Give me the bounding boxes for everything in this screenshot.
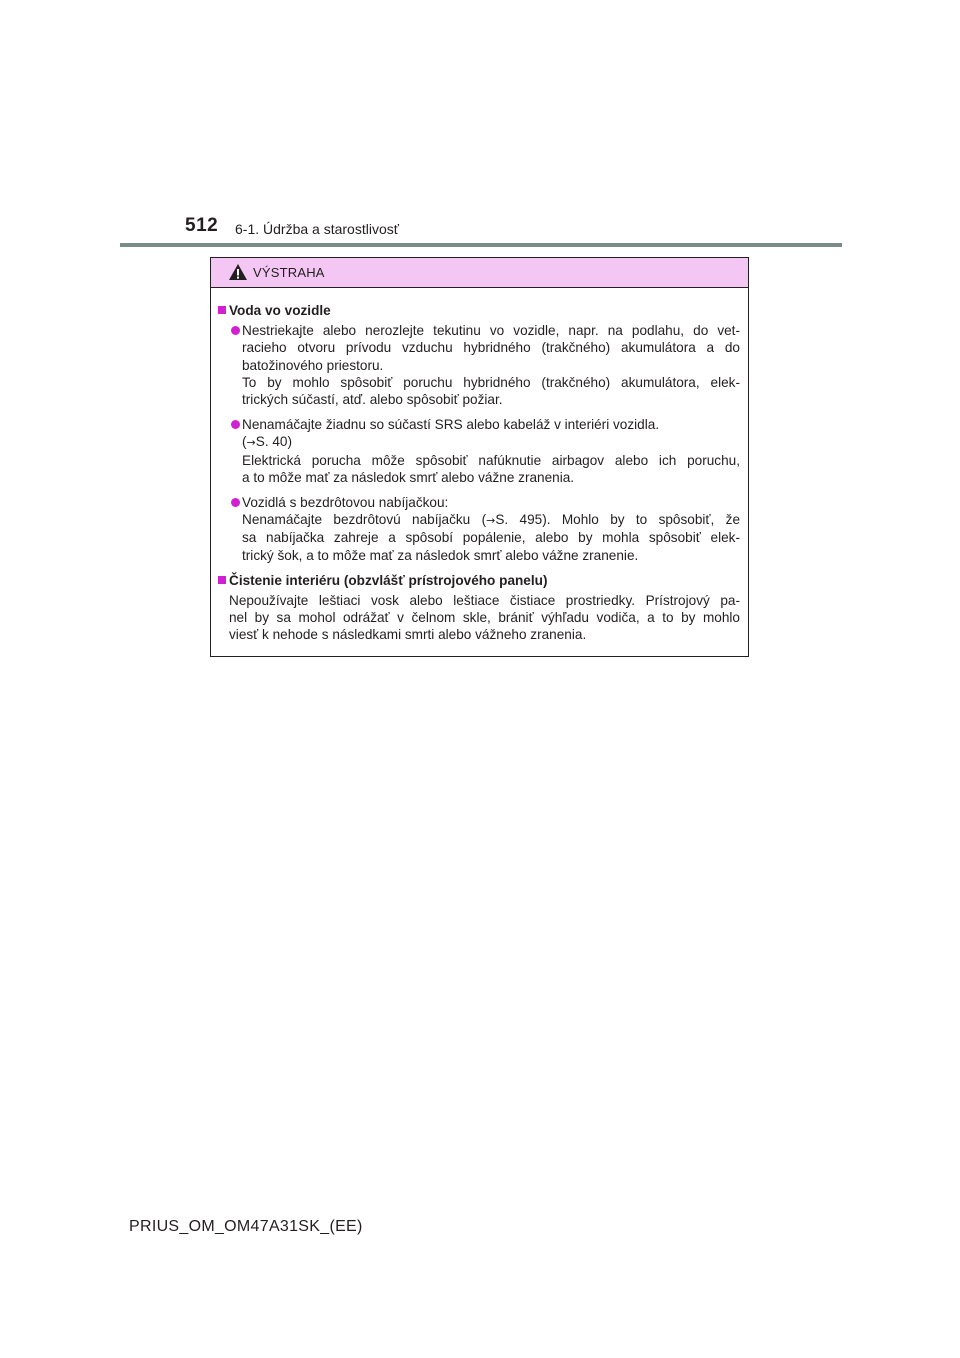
square-bullet-icon: [218, 576, 226, 584]
text-line: Vozidlá s bezdrôtovou nabíjačkou:: [242, 495, 449, 511]
text-line: nel by sa mohol odrážať v čelnom skle, brániť výhľadu vodiča, a to by mohlo: [229, 610, 740, 626]
round-bullet-icon: [231, 420, 240, 429]
round-bullet-icon: [231, 498, 240, 507]
round-bullet-icon: [231, 326, 240, 335]
bullet-item: [218, 416, 740, 486]
topic-heading-text: Voda vo vozidle: [229, 303, 331, 318]
topic-heading-text: Čistenie interiéru (obzvlášť prístrojového panelu): [229, 572, 548, 588]
arrow-right-icon: →: [486, 514, 496, 528]
text-line: trických súčastí, atď. alebo spôsobiť požiar.: [242, 392, 503, 408]
text-line-with-reference: Nenamáčajte bezdrôtovú nabíjačku (→S. 495). Mohlo by to spôsobiť, že: [242, 512, 741, 528]
warning-title: VÝSTRAHA: [253, 265, 325, 280]
text-line: Nepoužívajte leštiaci vosk alebo leštiace čistiace prostriedky. Prístrojový pa-: [229, 593, 740, 609]
document-code: PRIUS_OM_OM47A31SK_(EE): [129, 1218, 363, 1235]
text-line: Nenamáčajte žiadnu so súčastí SRS alebo kabeláž v interiéri vozidla.: [242, 417, 660, 433]
warning-triangle-icon: [228, 263, 248, 281]
text-line: To by mohlo spôsobiť poruchu hybridného (trakčného) akumulátora, elek-: [242, 374, 740, 390]
section-title: 6-1. Údržba a starostlivosť: [235, 221, 399, 237]
header-rule: [120, 243, 842, 247]
text-line: viesť k nehode s následkami smrti alebo vážneho zranenia.: [229, 627, 587, 643]
text-line: racieho otvoru prívodu vzduchu hybridného (trakčného) akumulátora a do: [242, 340, 740, 356]
page-number: 512: [185, 215, 219, 236]
arrow-right-icon: →: [246, 436, 256, 450]
text-line: a to môže mať za následok smrť alebo vážne zranenia.: [242, 469, 575, 485]
square-bullet-icon: [218, 306, 226, 314]
bullet-item: [218, 322, 740, 408]
warning-box: [210, 257, 749, 657]
bullet-item: [218, 494, 740, 564]
topic-text: [218, 592, 740, 644]
text-line: Elektrická porucha môže spôsobiť nafúknutie airbagov alebo ich poruchu,: [242, 452, 740, 468]
topic-heading-water: [218, 302, 740, 319]
text-line: Nestriekajte alebo nerozlejte tekutinu vo vozidle, napr. na podlahu, do vet-: [242, 323, 740, 339]
page-reference: (→S. 40): [242, 434, 293, 450]
topic-heading-interior-cleaning: [218, 572, 740, 589]
warning-body: [211, 288, 748, 644]
text-line: batožinového priestoru.: [242, 357, 384, 373]
warning-header: [211, 258, 748, 288]
text-line: sa nabíjačka zahreje a spôsobí popálenie, alebo by mohla spôsobiť elek-: [242, 530, 740, 546]
text-line: trický šok, a to môže mať za následok smrť alebo vážne zranenie.: [242, 547, 639, 563]
